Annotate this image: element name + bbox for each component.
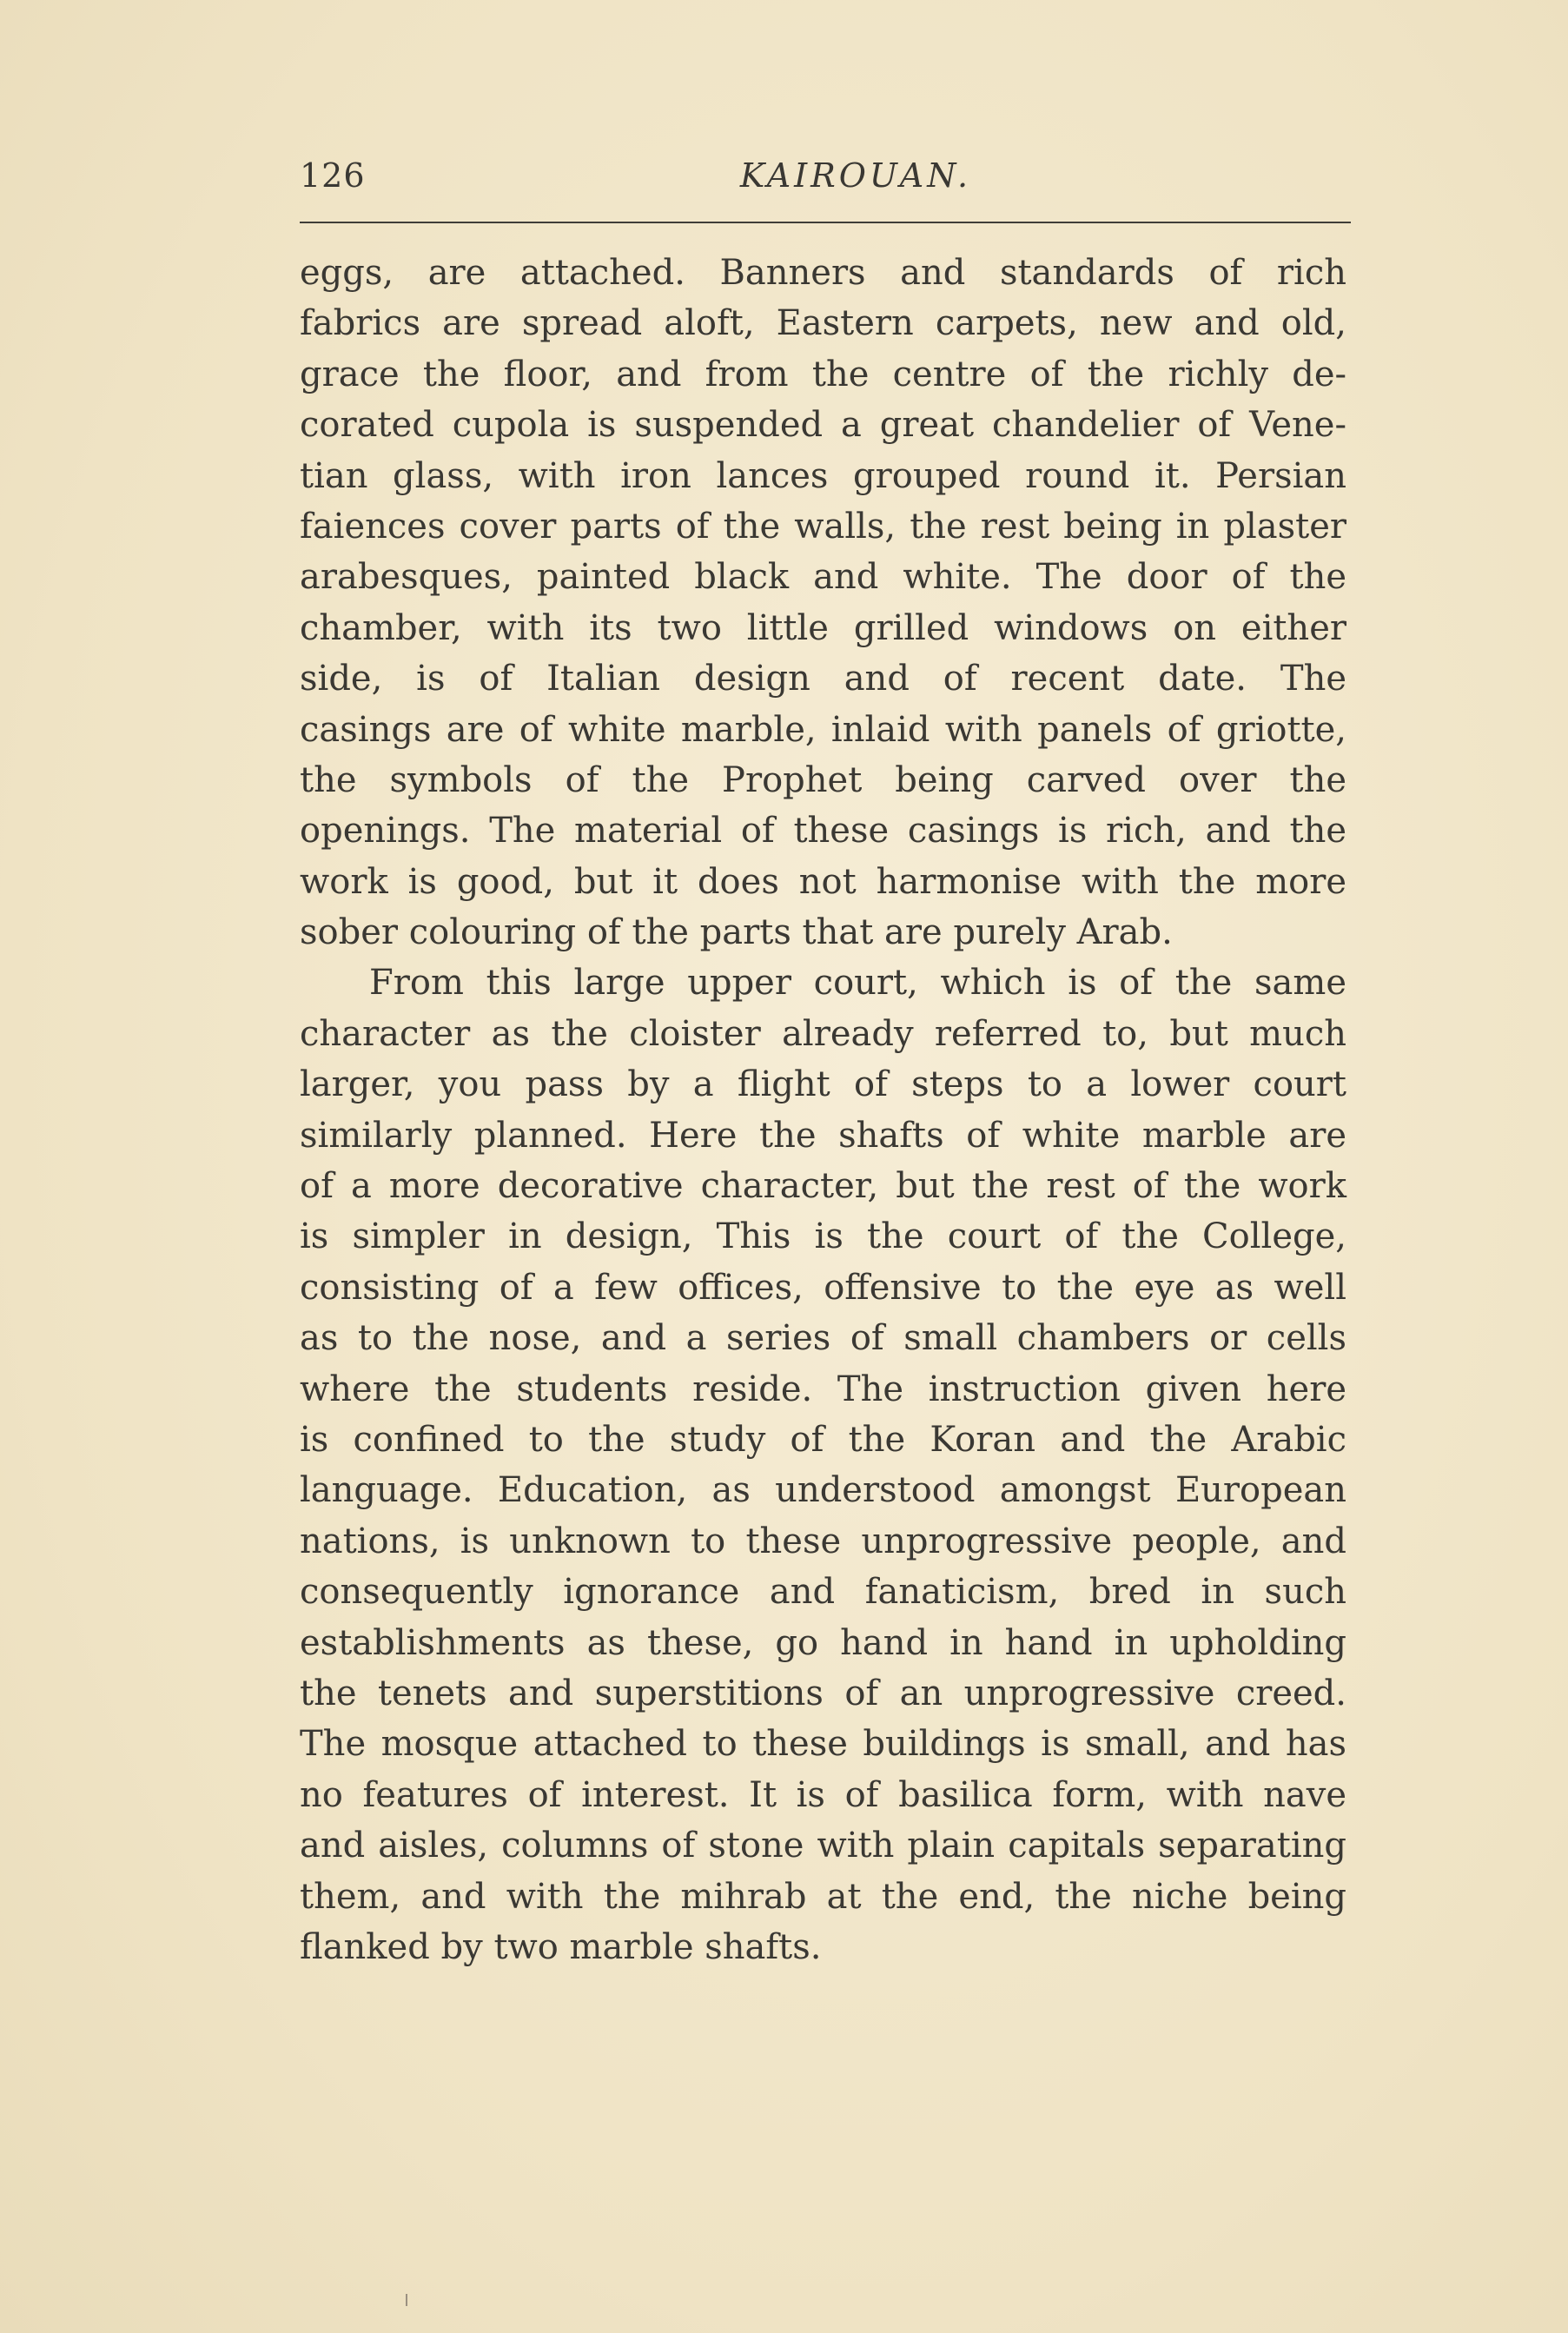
- text-line: them, and with the mihrab at the end, the niche being: [300, 1876, 1346, 1917]
- text-line: where the students reside. The instruction given here: [300, 1369, 1346, 1409]
- text-line: consequently ignorance and fanaticism, bred in such: [300, 1572, 1346, 1613]
- page-number: 126: [300, 156, 366, 195]
- text-line: tian glass, with iron lances grouped round it. Persian: [300, 455, 1346, 496]
- text-line: establishments as these, go hand in hand in upholding: [300, 1622, 1346, 1663]
- text-line: larger, you pass by a flight of steps to a lower court: [300, 1064, 1346, 1105]
- text-line: nations, is unknown to these unprogressive people, and: [300, 1521, 1346, 1561]
- text-line: similarly planned. Here the shafts of white marble are: [300, 1115, 1346, 1156]
- text-line: consisting of a few offices, offensive to the eye as well: [300, 1267, 1346, 1308]
- text-line: fabrics are spread aloft, Eastern carpets, new and old,: [300, 303, 1346, 344]
- text-line-paragraph-end: flanked by two marble shafts.: [300, 1926, 822, 1967]
- text-line: character as the cloister already referred to, but much: [300, 1013, 1346, 1054]
- text-line: language. Education, as understood amongst European: [300, 1470, 1346, 1511]
- header-rule: [300, 222, 1351, 223]
- text-line: faiences cover parts of the walls, the rest being in plaster: [300, 506, 1346, 547]
- text-line: side, is of Italian design and of recent date. The: [300, 659, 1346, 699]
- text-line-paragraph-start: From this large upper court, which is of the same: [369, 963, 1346, 1004]
- page-header: [300, 156, 1386, 209]
- text-line: The mosque attached to these buildings is small, and has: [300, 1724, 1346, 1765]
- text-line: work is good, but it does not harmonise with the more: [300, 861, 1346, 902]
- text-line: of a more decorative character, but the rest of the work: [300, 1166, 1346, 1207]
- text-line: no features of interest. It is of basilica form, with nave: [300, 1774, 1346, 1815]
- text-line: is confined to the study of the Koran and the Arabic: [300, 1419, 1346, 1460]
- text-line: and aisles, columns of stone with plain capitals separating: [300, 1826, 1346, 1866]
- text-line: the symbols of the Prophet being carved over the: [300, 759, 1346, 800]
- running-head: KAIROUAN.: [739, 156, 972, 195]
- body-text: [300, 248, 1346, 1972]
- text-line: chamber, with its two little grilled windows on either: [300, 607, 1346, 648]
- text-line: corated cupola is suspended a great chandelier of Vene-: [300, 405, 1346, 446]
- text-line: as to the nose, and a series of small chambers or cells: [300, 1318, 1346, 1359]
- text-line: casings are of white marble, inlaid with panels of griotte,: [300, 709, 1346, 750]
- text-line-paragraph-end: sober colouring of the parts that are purely Arab.: [300, 912, 1173, 953]
- text-line: arabesques, painted black and white. The door of the: [300, 557, 1346, 598]
- text-line: openings. The material of these casings is rich, and the: [300, 811, 1346, 852]
- margin-mark: [406, 2294, 407, 2306]
- text-line: the tenets and superstitions of an unprogressive creed.: [300, 1673, 1346, 1713]
- text-line: eggs, are attached. Banners and standards of rich: [300, 253, 1346, 293]
- text-line: is simpler in design, This is the court of the College,: [300, 1216, 1346, 1257]
- text-line: grace the floor, and from the centre of the richly de-: [300, 354, 1346, 394]
